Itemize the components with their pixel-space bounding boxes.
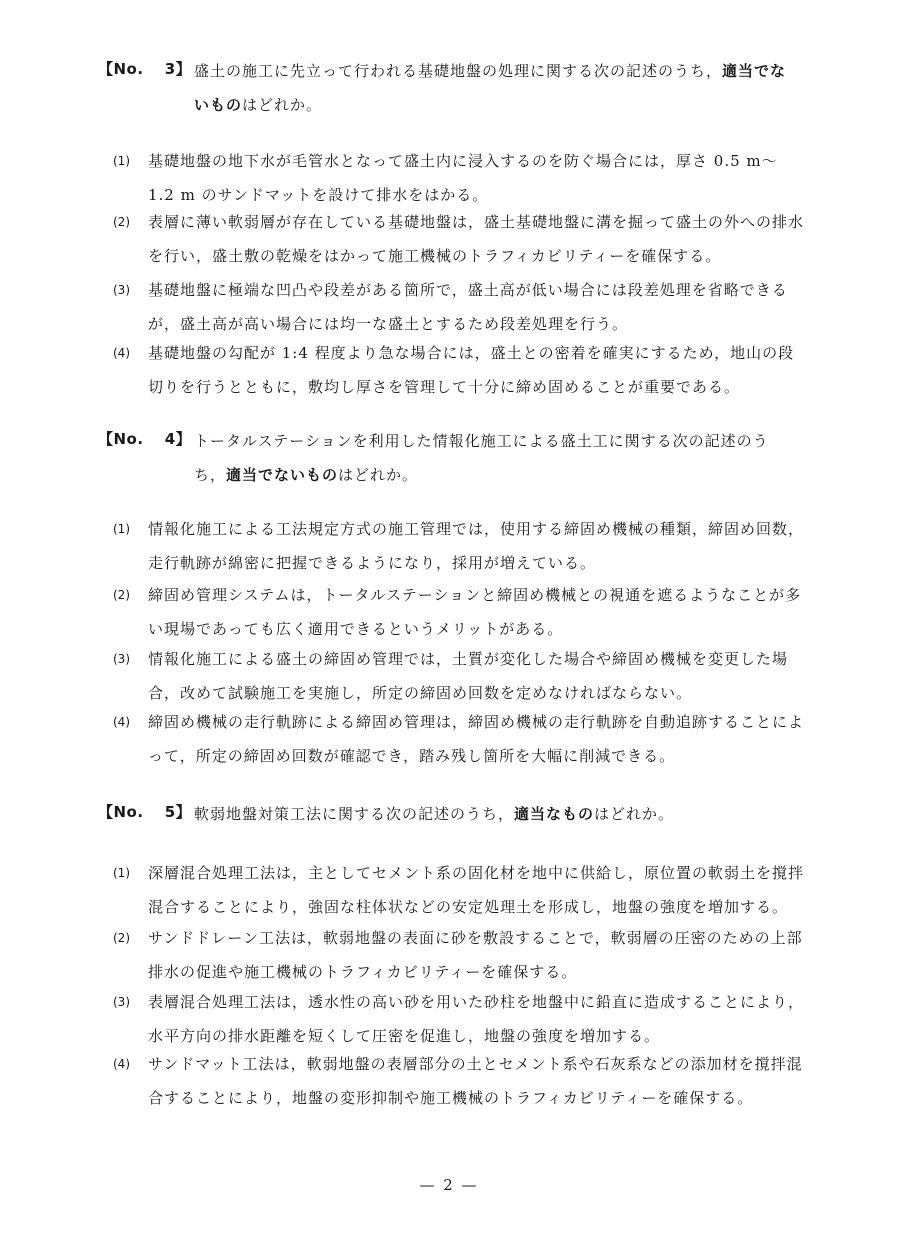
question-stem <box>194 424 800 492</box>
choice-number: (3) <box>113 283 130 297</box>
choice-number: (1) <box>113 866 130 880</box>
choice-text: 情報化施工による工法規定方式の施工管理では，使用する締固め機械の種類，締固め回数，走行軌跡が綿密に把握できるようになり，採用が増えている。 <box>148 520 805 572</box>
choice-number: (3) <box>113 995 130 1009</box>
stem-emphasis: 適当でないもの <box>194 62 787 114</box>
stem-text: トータルステーションを利用した情報化施工による盛土工に関する次の記述のうち， <box>194 432 769 484</box>
choice-item <box>0 642 898 712</box>
choice-number: (1) <box>113 154 130 168</box>
choice-item <box>0 921 898 991</box>
choice-number: (4) <box>113 346 130 360</box>
choice-number: (4) <box>113 1057 130 1071</box>
choice-number: (2) <box>113 215 130 229</box>
stem-emphasis: 適当なもの <box>514 805 595 823</box>
question-header <box>0 54 898 130</box>
question-3 <box>0 54 898 396</box>
choice-number: (3) <box>113 652 130 666</box>
choice-text: 基礎地盤に極端な凹凸や段差がある箇所で，盛土高が低い場合には段差処理を省略できるが，盛土高が高い場合には均一な盛土とするため段差処理を行う。 <box>148 281 788 333</box>
choice-item <box>0 985 898 1055</box>
choice-text: 締固め管理システムは，トータルステーションと締固め機械との視通を遮るようなことが多い現場であっても広く適用できるというメリットがある。 <box>148 586 802 638</box>
page-number: — 2 — <box>419 1176 479 1194</box>
stem-text-end: はどれか。 <box>594 805 675 823</box>
choice-item <box>0 336 898 406</box>
stem-text-end: はどれか。 <box>242 96 323 114</box>
choice-text: サンドマット工法は，軟弱地盤の表層部分の土とセメント系や石灰系などの添加材を撹拌混合することにより，地盤の変形抑制や施工機械のトラフィカビリティーを確保する。 <box>148 1055 803 1107</box>
choice-item <box>0 578 898 648</box>
choice-item <box>0 144 898 214</box>
choice-text: 基礎地盤の勾配が 1:4 程度より急な場合には，盛土との密着を確実にするため，地山の段切りを行うとともに，敷均し厚さを管理して十分に締め固めることが重要である。 <box>148 344 795 396</box>
choice-text: 基礎地盤の地下水が毛管水となって盛土内に浸入するのを防ぐ場合には，厚さ 0.5 m〜1.2 m のサンドマットを設けて排水をはかる。 <box>148 152 778 204</box>
choice-text: 表層混合処理工法は，透水性の高い砂を用いた砂柱を地盤中に鉛直に造成することにより，水平方向の排水距離を短くして圧密を促進し，地盤の強度を増加する。 <box>148 993 805 1045</box>
choice-item <box>0 1047 898 1117</box>
question-5 <box>0 797 898 1107</box>
choice-item <box>0 856 898 926</box>
question-number: 【No. 3】 <box>98 60 192 78</box>
choice-number: (4) <box>113 715 130 729</box>
stem-emphasis: 適当でないもの <box>226 466 339 484</box>
question-header <box>0 424 898 500</box>
choice-text: 深層混合処理工法は，主としてセメント系の固化材を地中に供給し，原位置の軟弱土を撹拌混合することにより，強固な柱体状などの安定処理土を形成し，地盤の強度を増加する。 <box>148 864 805 916</box>
choice-item <box>0 205 898 275</box>
choice-text: サンドドレーン工法は，軟弱地盤の表面に砂を敷設することで，軟弱層の圧密のための上部排水の促進や施工機械のトラフィカビリティーを確保する。 <box>148 929 803 981</box>
question-4 <box>0 424 898 765</box>
choice-text: 情報化施工による盛土の締固め管理では，土質が変化した場合や締固め機械を変更した場合，改めて試験施工を実施し，所定の締固め回数を定めなければならない。 <box>148 650 789 702</box>
choice-text: 締固め機械の走行軌跡による締固め管理は，締固め機械の走行軌跡を自動追跡することによって，所定の締固め回数が確認でき，踏み残し箇所を大幅に削減できる。 <box>148 713 805 765</box>
stem-text: 盛土の施工に先立って行われる基礎地盤の処理に関する次の記述のうち， <box>194 62 723 80</box>
choice-number: (2) <box>113 588 130 602</box>
question-stem <box>194 54 800 122</box>
stem-text: 軟弱地盤対策工法に関する次の記述のうち， <box>194 805 515 823</box>
question-stem <box>194 797 800 831</box>
choice-number: (1) <box>113 522 130 536</box>
choice-item <box>0 512 898 582</box>
question-number: 【No. 4】 <box>98 430 192 448</box>
stem-text-end: はどれか。 <box>338 466 419 484</box>
choice-item <box>0 705 898 775</box>
choice-item <box>0 273 898 343</box>
question-number: 【No. 5】 <box>98 803 192 821</box>
choice-number: (2) <box>113 931 130 945</box>
choice-text: 表層に薄い軟弱層が存在している基礎地盤は，盛土基礎地盤に溝を掘って盛土の外への排水を行い，盛土敷の乾燥をはかって施工機械のトラフィカビリティーを確保する。 <box>148 213 805 265</box>
